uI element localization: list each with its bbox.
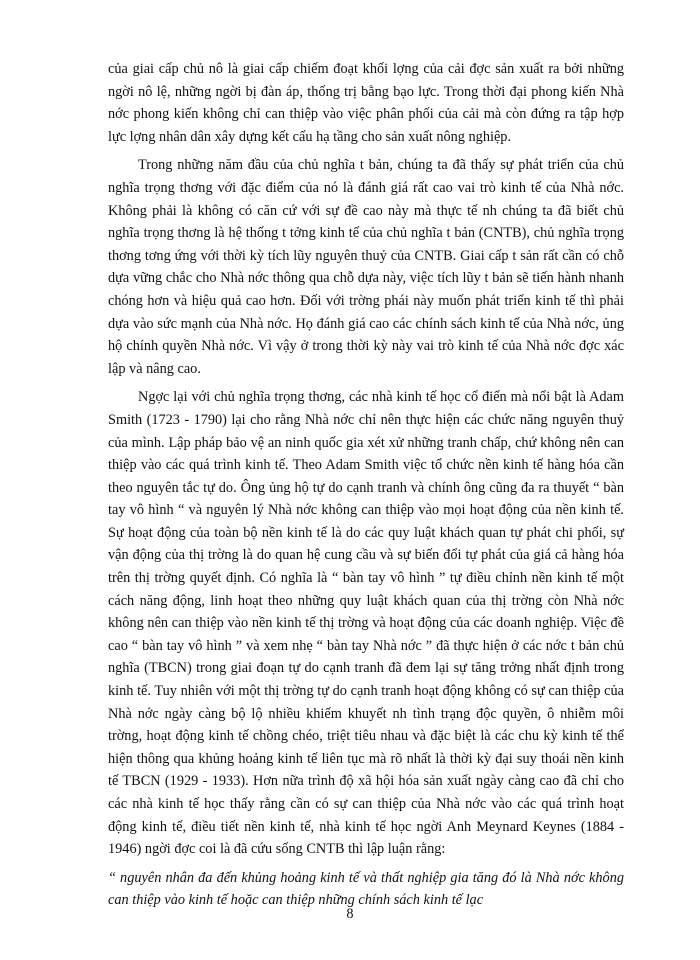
page-number: 8: [346, 906, 354, 922]
paragraph-1: của giai cấp chủ nô là giai cấp chiếm đoạt khối lợng của cải đợc sản xuất ra bởi những ngời nô lệ, những ngời bị đàn áp, thống trị bằng bạo lực. Trong thời đại phong kiến Nhà nớc phong kiến không chỉ can thiệp vào việc phân phối của cải mà còn đứng ra tập hợp lực lợng nhân dân xây dựng kết cấu hạ tầng cho sản xuất nông nghiệp.: [108, 61, 624, 145]
paragraph-4-quote: “ nguyên nhân đa đến khủng hoảng kinh tế và thất nghiệp gia tăng đó là Nhà nớc không can thiệp vào kinh tế hoặc can thiệp những chính sách kinh tế lạc: [108, 869, 624, 909]
document-page: [108, 58, 624, 912]
paragraph-2: Trong những năm đầu của chủ nghĩa t bản, chúng ta đã thấy sự phát triển của chủ nghĩa trọng thơng với đặc điểm của nó là đánh giá rất cao vai trò kinh tế của Nhà nớc. Không phải là không có căn cứ với sự đề cao này mà thực tế nh chúng ta đã biết chủ nghĩa trọng thơng là hệ thống t tởng kinh tế của chủ nghĩa t bản (CNTB), chủ nghĩa trọng thơng tơng ứng với thời kỳ tích lũy nguyên thuỷ của CNTB. Giai cấp t sản rất cần có chỗ dựa vững chắc cho Nhà nớc thông qua chỗ dựa này, việc tích lũy t bản sẽ tiến hành nhanh chóng hơn và hiệu quả cao hơn. Đối với trờng phái này muốn phát triển kinh tế thì phải dựa vào sức mạnh của Nhà nớc. Họ đánh giá cao các chính sách kinh tế của Nhà nớc, ủng hộ chính quyền Nhà nớc. Vì vậy ở trong thời kỳ này vai trò kinh tế của Nhà nớc đợc xác lập và nâng cao.: [108, 157, 624, 377]
paragraph-3: Ngợc lại với chủ nghĩa trọng thơng, các nhà kinh tế học cổ điển mà nổi bật là Adam Smith (1723 - 1790) lại cho rằng Nhà nớc chỉ nên thực hiện các chức năng nguyên thuỷ của mình. Lập pháp bảo vệ an ninh quốc gia xét xử những tranh chấp, chứ không nên can thiệp vào các quá trình kinh tế. Theo Adam Smith việc tổ chức nền kinh tế hàng hóa cần theo nguyên tắc tự do. Ông ủng hộ tự do cạnh tranh và chính ông cũng đa ra thuyết “ bàn tay vô hình “ và nguyên lý Nhà nớc không can thiệp vào mọi hoạt động của nền kinh tế. Sự hoạt động của toàn bộ nền kinh tế là do các quy luật khách quan tự phát chi phối, sự vận động của thị trờng là do quan hệ cung cầu và sự biến đổi tự phát của giá cả hàng hóa trên thị trờng quyết định. Có nghĩa là “ bàn tay vô hình ” tự điều chỉnh nền kinh tế một cách năng động, linh hoạt theo những quy luật khách quan của thị trờng còn Nhà nớc không nên can thiệp vào nền kinh tế thị trờng và hoạt động của các doanh nghiệp. Việc đề cao “ bàn tay vô hình ” và xem nhẹ “ bàn tay Nhà nớc ” đã thực hiện ở các nớc t bản chủ nghĩa (TBCN) trong giai đoạn tự do cạnh tranh đã đem lại sự tăng trởng nhất định trong kinh tế. Tuy nhiên với một thị trờng tự do cạnh tranh hoạt động không có sự can thiệp của Nhà nớc ngày càng bộ lộ nhiều khiếm khuyết nh tình trạng độc quyền, ô nhiễm môi trờng, hoạt động kinh tế chồng chéo, triệt tiêu nhau và đặc biệt là các chu kỳ kinh tế thể hiện thông qua khủng hoảng kinh tế liên tục mà rõ nhất là thời kỳ đại suy thoái nền kinh tế TBCN (1929 - 1933). Hơn nữa trình độ xã hội hóa sản xuất ngày càng cao đã chỉ cho các nhà kinh tế học thấy rằng cần có sự can thiệp của Nhà nớc vào các quá trình hoạt động kinh tế, điều tiết nền kinh tế, nhà kinh tế học ngời Anh Meynard Keynes (1884 - 1946) ngời đợc coi là đã cứu sống CNTB thì lập luận rằng:: [108, 389, 624, 858]
